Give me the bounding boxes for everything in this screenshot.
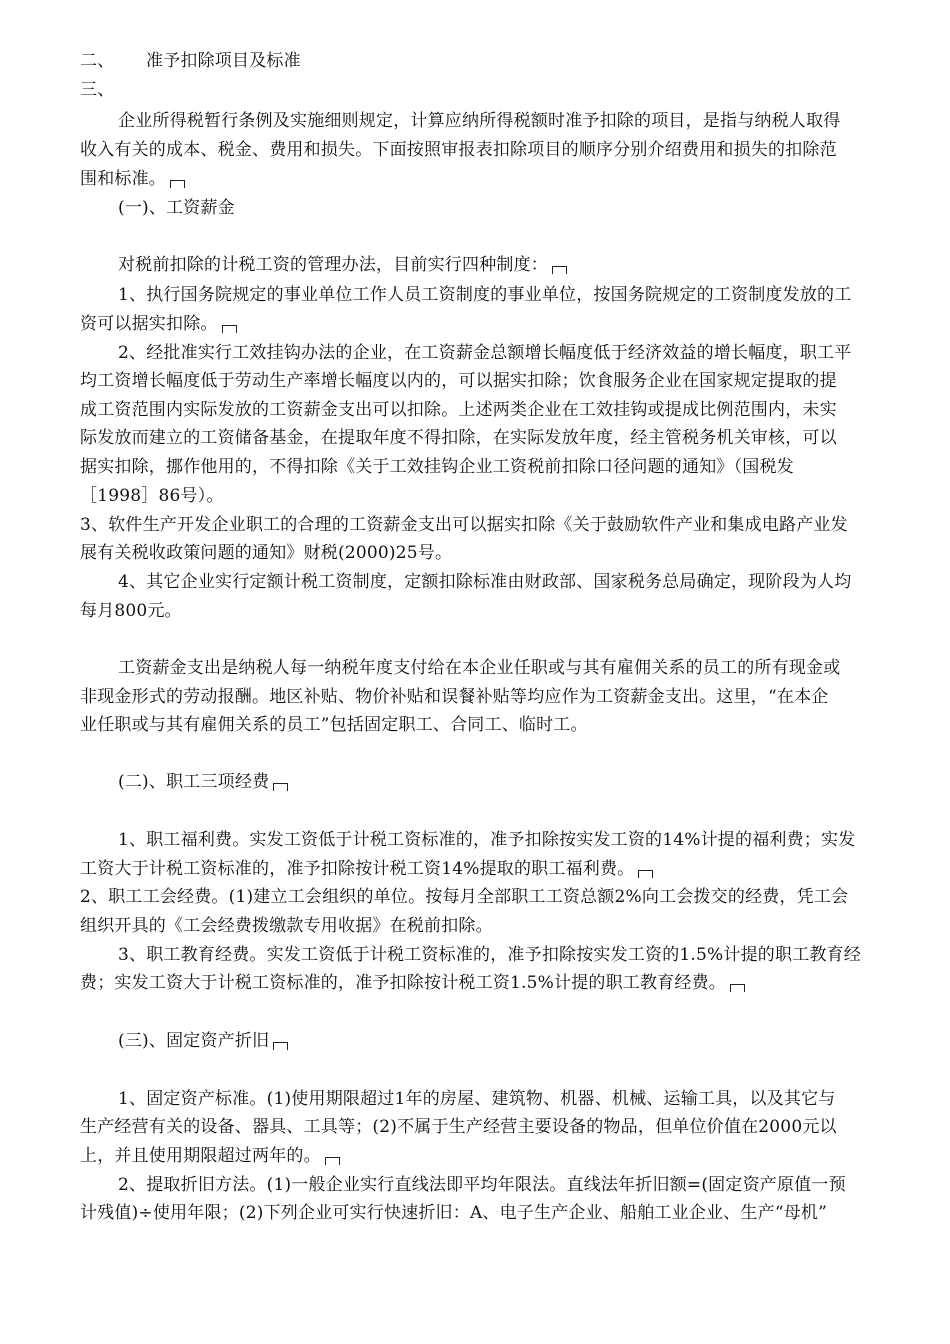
paragraph-line: 组织开具的《工会经费拨缴款专用收据》在税前扣除。 (80, 916, 493, 936)
paragraph-line: 展有关税收政策问题的通知》财税(2000)25号。 (80, 543, 453, 563)
paragraph-line: 1、固定资产标准。(1)使用期限超过1年的房屋、建筑物、机器、机械、运输工具，以及其它与 (118, 1089, 836, 1109)
paragraph-line: 际发放而建立的工资储备基金，在提取年度不得扣除，在实际发放年度，经主管税务机关审核，可以 (80, 428, 837, 448)
paragraph-line (80, 969, 745, 997)
line-text: 费；实发工资大于计税工资标准的，准予扣除按计税工资1.5%计提的职工教育经费。 (80, 973, 726, 993)
paragraph-mark-icon (222, 325, 237, 333)
paragraph-line: 2、经批准实行工效挂钩办法的企业，在工资薪金总额增长幅度低于经济效益的增长幅度，职工平 (118, 343, 852, 363)
paragraph-mark-icon (273, 783, 288, 791)
subsection-heading: (一)、工资薪金 (118, 198, 235, 218)
section-title: 准予扣除项目及标准 (146, 51, 301, 71)
paragraph-mark-icon (273, 1042, 288, 1050)
paragraph-line: 工资薪金支出是纳税人每一纳税年度支付给在本企业任职或与其有雇佣关系的员工的所有现金或 (118, 658, 841, 678)
paragraph-mark-icon (638, 870, 653, 878)
paragraph-line: 非现金形式的劳动报酬。地区补贴、物价补贴和误餐补贴等均应作为工资薪金支出。这里，“在本企 (80, 687, 829, 707)
paragraph-line: 成工资范围内实际发放的工资薪金支出可以扣除。上述两类企业在工效挂钩或提成比例范围内，未实 (80, 400, 837, 420)
line-text: 围和标准。 (80, 169, 166, 189)
paragraph-line (80, 310, 237, 338)
paragraph-line: 3、软件生产开发企业职工的合理的工资薪金支出可以据实扣除《关于鼓励软件产业和集成电路产业发 (80, 515, 848, 535)
paragraph-mark-icon (170, 180, 185, 188)
subsection-heading (118, 768, 288, 796)
paragraph-line: 每月800元。 (80, 601, 182, 621)
line-text: 工资大于计税工资标准的，准予扣除按计税工资14%提取的职工福利费。 (80, 859, 635, 879)
section-number-3: 三、 (80, 80, 115, 100)
paragraph-line (80, 1142, 340, 1170)
line-text: 对税前扣除的计税工资的管理办法，目前实行四种制度： (118, 255, 548, 275)
paragraph-mark-icon (730, 984, 745, 992)
paragraph-line: 计残值)÷使用年限；(2)下列企业可实行快速折旧：A、电子生产企业、船舶工业企业、生产“母机” (80, 1203, 828, 1223)
paragraph-mark-icon (325, 1157, 340, 1165)
paragraph-line: 企业所得税暂行条例及实施细则规定，计算应纳所得税额时准予扣除的项目，是指与纳税人取得 (118, 111, 841, 131)
section-heading-2 (80, 47, 301, 75)
line-text: 上，并且使用期限超过两年的。 (80, 1146, 321, 1166)
paragraph-line: 生产经营有关的设备、器具、工具等；(2)不属于生产经营主要设备的物品，但单位价值在2000元以 (80, 1117, 837, 1137)
paragraph-line: 收入有关的成本、税金、费用和损失。下面按照审报表扣除项目的顺序分别介绍费用和损失的扣除范 (80, 140, 837, 160)
paragraph-line: 据实扣除，挪作他用的，不得扣除《关于工效挂钩企业工资税前扣除口径问题的通知》（国税发 (80, 457, 794, 477)
line-text: 资可以据实扣除。 (80, 314, 218, 334)
paragraph-line: 2、提取折旧方法。(1)一般企业实行直线法即平均年限法。直线法年折旧额=(固定资产原值一预 (118, 1175, 846, 1195)
paragraph-line: 4、其它企业实行定额计税工资制度，定额扣除标准由财政部、国家税务总局确定，现阶段为人均 (118, 572, 852, 592)
paragraph-line: 1、职工福利费。实发工资低于计税工资标准的，准予扣除按实发工资的14%计提的福利费；实发 (118, 830, 856, 850)
section-number-2: 二、 (80, 51, 115, 71)
paragraph-line: 2、职工工会经费。(1)建立工会组织的单位。按每月全部职工工资总额2%向工会拨交的经费，凭工会 (80, 887, 849, 907)
paragraph-line: ［1998］86号）。 (80, 486, 224, 506)
paragraph-line (80, 855, 653, 883)
paragraph-line: 3、职工教育经费。实发工资低于计税工资标准的，准予扣除按实发工资的1.5%计提的职工教育经 (118, 945, 862, 965)
paragraph-line: 业任职或与其有雇佣关系的员工”包括固定职工、合同工、临时工。 (80, 715, 588, 735)
line-text: (二)、职工三项经费 (118, 772, 270, 792)
line-text: (三)、固定资产折旧 (118, 1031, 270, 1051)
paragraph-line (80, 165, 185, 193)
paragraph-mark-icon (552, 266, 567, 274)
subsection-heading (118, 1027, 288, 1055)
paragraph-line: 1、执行国务院规定的事业单位工作人员工资制度的事业单位，按国务院规定的工资制度发放的工 (118, 285, 852, 305)
paragraph-line (118, 251, 567, 279)
paragraph-line: 均工资增长幅度低于劳动生产率增长幅度以内的，可以据实扣除；饮食服务企业在国家规定提取的提 (80, 371, 837, 391)
